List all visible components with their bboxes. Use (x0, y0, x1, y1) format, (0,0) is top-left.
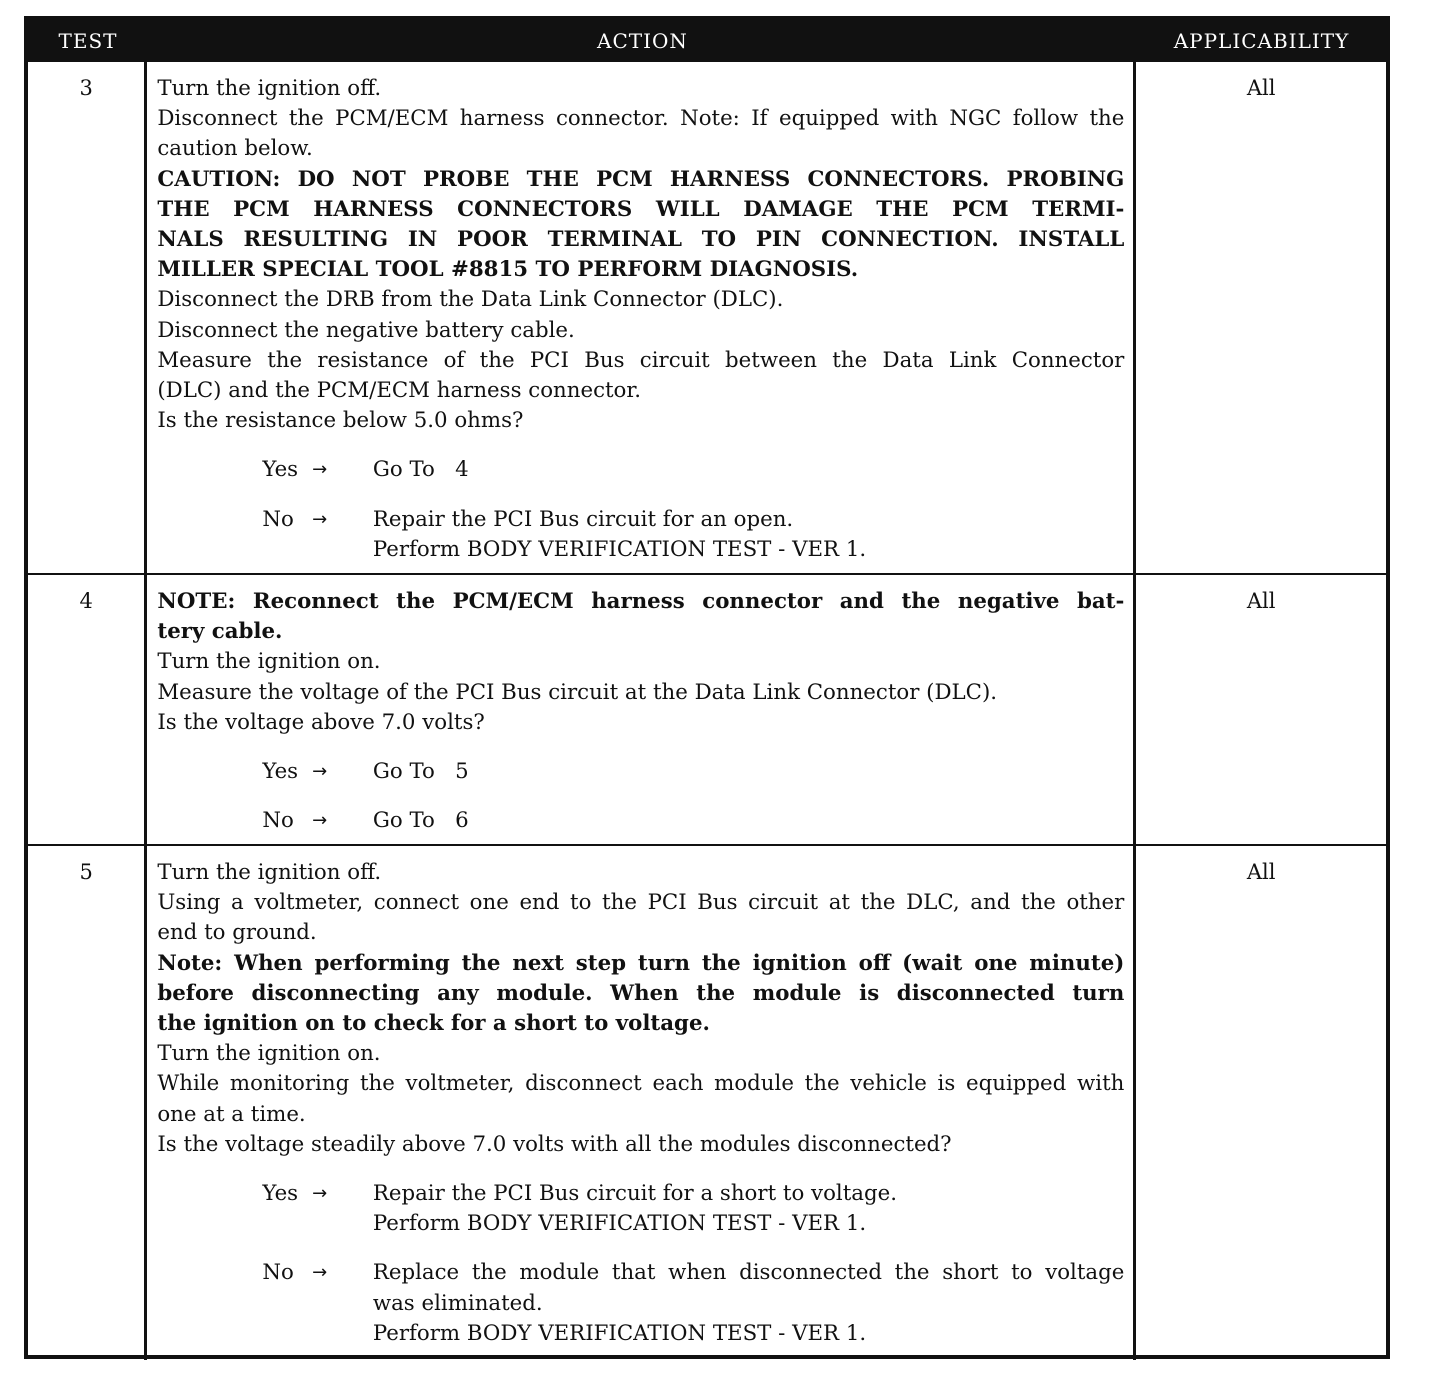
note-line: NOTE: Reconnect the PCM/ECM harness connector and the negative bat- (157, 589, 1125, 614)
action-line: caution below. (157, 136, 313, 162)
branch-label: Yes (262, 1181, 299, 1207)
branch-label: No (262, 1260, 294, 1286)
branch-no (262, 806, 1124, 836)
branch-text (373, 455, 1125, 485)
branch-line: Perform BODY VERIFICATION TEST - VER 1. (372, 536, 867, 562)
branch-line: Go To 5 (372, 759, 469, 785)
caution-line: CAUTION: DO NOT PROBE THE PCM HARNESS CONNECTORS. PROBING (157, 166, 1125, 192)
branch-line: Perform BODY VERIFICATION TEST - VER 1. (372, 1211, 867, 1237)
arrow-icon: → (312, 761, 328, 783)
action-line: Disconnect the negative battery cable. (157, 317, 575, 343)
arrow-icon: → (312, 508, 328, 530)
branch-no (262, 505, 1124, 565)
branch-text (373, 505, 1125, 565)
branch-yes (262, 455, 1124, 485)
applicability-cell: All (1246, 76, 1276, 100)
branch-text (373, 757, 1125, 787)
action-line: While monitoring the voltmeter, disconnect each module the vehicle is equipped with (157, 1071, 1125, 1097)
branch-label: Yes (262, 759, 299, 785)
branch-line: Perform BODY VERIFICATION TEST - VER 1. (372, 1320, 867, 1346)
branch-line: Repair the PCI Bus circuit for a short to voltage. (372, 1181, 897, 1207)
action-cell (147, 575, 1136, 844)
action-line: Disconnect the PCM/ECM harness connector. Note: If equipped with NGC follow the (157, 106, 1125, 132)
action-line: Measure the voltage of the PCI Bus circuit at the Data Link Connector (DLC). (157, 679, 998, 705)
action-line: Measure the resistance of the PCI Bus circuit between the Data Link Connector (157, 347, 1125, 373)
branch-yes (262, 1179, 1124, 1239)
table-row (28, 846, 1386, 1360)
action-line: Disconnect the DRB from the Data Link Connector (DLC). (157, 287, 784, 313)
action-line: Turn the ignition off. (157, 860, 382, 885)
arrow-icon: → (312, 1262, 328, 1284)
action-line: Turn the ignition on. (157, 1041, 381, 1067)
branch-text (373, 806, 1125, 836)
branch-label: No (262, 506, 294, 532)
action-line: one at a time. (157, 1101, 306, 1127)
caution-line: MILLER SPECIAL TOOL #8815 TO PERFORM DIAGNOSIS. (157, 257, 859, 283)
action-line: Turn the ignition on. (157, 649, 381, 675)
question-line: Is the voltage steadily above 7.0 volts with all the modules disconnected? (157, 1131, 952, 1157)
branch-label: No (262, 808, 294, 834)
branch-yes (262, 757, 1124, 787)
caution-line: NALS RESULTING IN POOR TERMINAL TO PIN CONNECTION. INSTALL (157, 227, 1125, 253)
arrow-icon: → (312, 810, 328, 832)
branch-line: Repair the PCI Bus circuit for an open. (372, 506, 794, 532)
note-line: Note: When performing the next step turn the ignition off (wait one minute) (157, 950, 1125, 976)
action-cell (147, 846, 1136, 1360)
header-test: TEST (58, 29, 118, 53)
table-row (28, 575, 1386, 846)
action-line: end to ground. (157, 920, 317, 946)
note-line: the ignition on to check for a short to voltage. (157, 1011, 710, 1037)
note-line: tery cable. (157, 619, 283, 645)
branch-line: was eliminated. (372, 1290, 543, 1316)
arrow-icon: → (312, 1183, 328, 1205)
question-line: Is the voltage above 7.0 volts? (157, 709, 485, 735)
action-line: (DLC) and the PCM/ECM harness connector. (157, 378, 641, 404)
note-line: before disconnecting any module. When the module is disconnected turn (157, 980, 1125, 1006)
test-number: 3 (28, 62, 147, 573)
table-header (28, 20, 1386, 62)
branch-line: Replace the module that when disconnected the short to voltage (372, 1260, 1125, 1286)
action-line: Using a voltmeter, connect one end to the PCI Bus circuit at the DLC, and the other (157, 890, 1125, 916)
branch-text (373, 1258, 1125, 1349)
branch-label: Yes (262, 457, 299, 483)
table-row (28, 62, 1386, 575)
branch-text (373, 1179, 1125, 1239)
action-line: Turn the ignition off. (157, 76, 382, 101)
branch-line: Go To 6 (372, 808, 469, 834)
arrow-icon: → (312, 459, 328, 481)
branch-no (262, 1258, 1124, 1349)
test-number: 4 (28, 575, 147, 844)
action-cell (147, 62, 1136, 573)
header-action: ACTION (597, 29, 688, 53)
question-line: Is the resistance below 5.0 ohms? (157, 408, 524, 434)
header-applicability: APPLICABILITY (1173, 29, 1350, 53)
applicability-cell: All (1246, 589, 1276, 613)
diagnostic-table (24, 16, 1390, 1359)
applicability-cell: All (1246, 860, 1276, 884)
caution-line: THE PCM HARNESS CONNECTORS WILL DAMAGE THE PCM TERMI- (157, 196, 1125, 222)
branch-line: Go To 4 (372, 457, 469, 483)
test-number: 5 (28, 846, 147, 1360)
